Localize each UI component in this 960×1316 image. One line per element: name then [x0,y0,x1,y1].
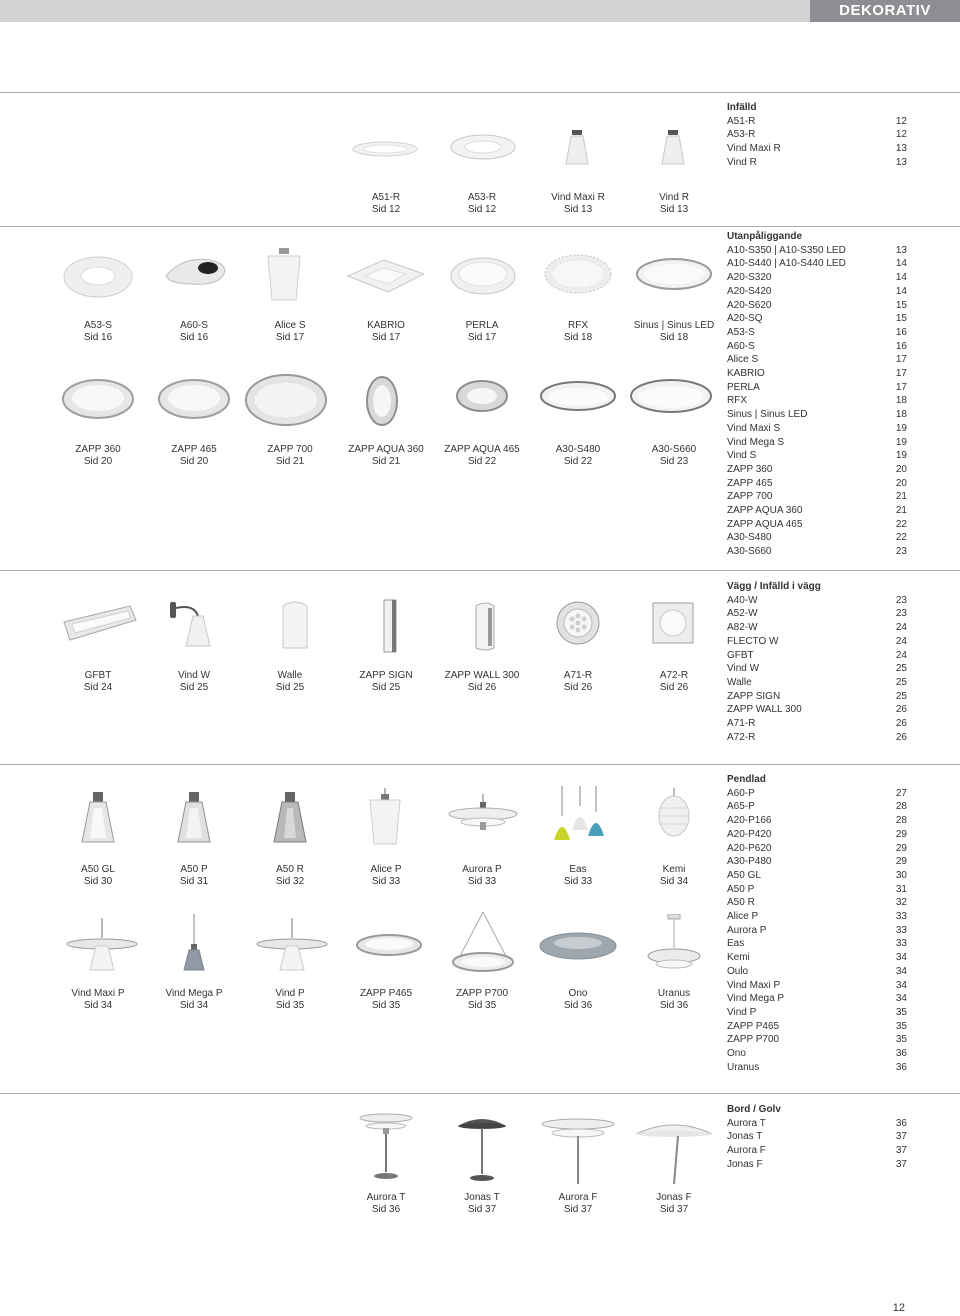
caption: A53-S Sid 16 [83,320,113,343]
index-row: Kemi 34 [727,952,907,964]
index-row: A20-P166 28 [727,815,907,827]
caption: Aurora T Sid 36 [366,1192,406,1215]
index-row: Vind Maxi R 13 [727,143,907,155]
caption: GFBT Sid 24 [83,670,113,693]
product-image-a50-gl [78,790,118,846]
caption: Vind Mega P Sid 34 [165,988,223,1011]
index-row: Vind S 19 [727,450,907,462]
index-row: A53-R 12 [727,129,907,141]
index-row: Vind R 13 [727,156,907,168]
index-row: Uranus 36 [727,1061,907,1073]
caption: PERLA Sid 17 [465,320,499,343]
index-row: Vind W 25 [727,663,907,675]
caption: Eas Sid 33 [563,864,593,887]
product-image-kemi [656,788,692,840]
index-row: RFX 18 [727,395,907,407]
product-image-a53-s [62,254,134,300]
product-image-aurora-t [356,1110,416,1182]
caption: Vind R Sid 13 [659,192,689,215]
caption: KABRIO Sid 17 [367,320,405,343]
product-image-a53-r [448,128,518,164]
product-image-a30-s660 [628,376,714,416]
caption: A51-R Sid 12 [371,192,401,215]
caption: Walle Sid 25 [275,670,305,693]
product-image-kabrio [344,256,428,296]
caption: RFX Sid 18 [563,320,593,343]
caption: A50 P Sid 31 [179,864,209,887]
product-image-zapp-aqua-360 [364,374,400,428]
index-row: A30-S480 22 [727,532,907,544]
index-row: ZAPP P465 35 [727,1020,907,1032]
index-row: ZAPP WALL 300 26 [727,704,907,716]
product-image-zapp-700 [244,372,328,428]
index-row: A50 R 32 [727,897,907,909]
caption: A50 GL Sid 30 [81,864,115,887]
index-row: A60-S 16 [727,340,907,352]
caption: Vind P Sid 35 [275,988,305,1011]
index-row: Alice S 17 [727,354,907,366]
index-row: A51-R 12 [727,115,907,127]
product-image-jonas-t [452,1112,512,1184]
caption: Alice S Sid 17 [274,320,306,343]
caption: A71-R Sid 26 [563,670,593,693]
index-vagg [727,580,907,744]
section-divider [0,1093,960,1094]
index-row: A72-R 26 [727,731,907,743]
index-row: Sinus | Sinus LED 18 [727,409,907,421]
index-row: ZAPP 360 20 [727,463,907,475]
product-image-aurora-f [538,1116,618,1184]
index-row: Jonas F 37 [727,1158,907,1170]
index-row: A20-S620 15 [727,299,907,311]
caption: A30-S660 Sid 23 [651,444,697,467]
index-row: A20-P620 29 [727,842,907,854]
index-row: ZAPP 700 21 [727,491,907,503]
index-row: A65-P 28 [727,801,907,813]
index-row: Aurora F 37 [727,1145,907,1157]
caption: ZAPP 465 Sid 20 [171,444,217,467]
index-row: Alice P 33 [727,911,907,923]
caption: A50 R Sid 32 [275,864,305,887]
product-image-zapp-wall-300 [472,600,498,652]
product-image-eas [550,786,610,846]
caption: Alice P Sid 33 [370,864,402,887]
index-row: Vind Maxi S 19 [727,422,907,434]
caption: Aurora P Sid 33 [462,864,502,887]
index-row: Oulo 34 [727,965,907,977]
index-heading: Utanpåliggande [727,231,803,242]
index-row: A50 P 31 [727,883,907,895]
index-row: A82-W 24 [727,622,907,634]
product-image-a50-r [270,790,310,846]
caption: A72-R Sid 26 [659,670,689,693]
index-heading: Bord / Golv [727,1104,781,1115]
index-row: GFBT 24 [727,649,907,661]
product-image-ono [538,928,618,964]
index-row: A30-P480 29 [727,856,907,868]
index-row: A20-SQ 15 [727,313,907,325]
caption: ZAPP 700 Sid 21 [267,444,313,467]
product-image-zapp-aqua-465 [454,378,510,414]
index-row: FLECTO W 24 [727,635,907,647]
caption: Vind Maxi P Sid 34 [71,988,125,1011]
index-row: A10-S440 | A10-S440 LED 14 [727,258,907,270]
index-row: Jonas T 37 [727,1131,907,1143]
caption: Jonas T Sid 37 [464,1192,500,1215]
caption: A30-S480 Sid 22 [555,444,601,467]
product-image-uranus [646,914,702,974]
product-image-zapp-p465 [354,930,424,960]
section-divider [0,570,960,571]
product-image-perla [448,254,518,296]
index-row: A60-P 27 [727,787,907,799]
caption: ZAPP AQUA 465 Sid 22 [444,444,520,467]
index-bord-golv [727,1103,907,1172]
product-image-zapp-465 [156,376,232,422]
product-image-a71-r [555,600,601,646]
caption: ZAPP WALL 300 Sid 26 [444,670,520,693]
index-row: ZAPP SIGN 25 [727,690,907,702]
page-number: 12 [892,1302,905,1314]
index-row: A20-S420 14 [727,285,907,297]
index-row: A40-W 23 [727,594,907,606]
product-image-a50-p [174,790,214,846]
product-image-zapp-p700 [450,912,516,974]
caption: Jonas F Sid 37 [656,1192,692,1215]
product-image-sinus [634,256,714,292]
index-row: A52-W 23 [727,608,907,620]
index-row: A20-P420 29 [727,828,907,840]
caption: ZAPP AQUA 360 Sid 21 [348,444,424,467]
product-image-aurora-p [446,794,520,834]
index-row: Vind Mega P 34 [727,993,907,1005]
index-row: Vind Maxi P 34 [727,979,907,991]
index-row: A20-S320 14 [727,272,907,284]
index-heading: Pendlad [727,774,766,785]
section-divider [0,764,960,765]
product-image-vind-maxi-r [562,128,592,168]
index-row: PERLA 17 [727,381,907,393]
caption: Vind W Sid 25 [177,670,211,693]
index-row: Eas 33 [727,938,907,950]
section-divider [0,92,960,93]
index-row: A10-S350 | A10-S350 LED 13 [727,244,907,256]
section-tag: DEKORATIV [810,0,960,22]
caption: Sinus | Sinus LED Sid 18 [633,320,715,343]
index-row: Ono 36 [727,1048,907,1060]
index-row: A30-S660 23 [727,546,907,558]
caption: Aurora F Sid 37 [558,1192,598,1215]
index-row: Walle 25 [727,676,907,688]
index-row: ZAPP 465 20 [727,477,907,489]
caption: Vind Maxi R Sid 13 [551,192,605,215]
index-row: A71-R 26 [727,718,907,730]
product-image-vind-w [168,600,218,650]
index-heading: Vägg / Infälld i vägg [727,581,821,592]
product-image-jonas-f [632,1116,716,1184]
caption: Uranus Sid 36 [657,988,691,1011]
index-row: KABRIO 17 [727,368,907,380]
caption: ZAPP 360 Sid 20 [75,444,121,467]
index-row: ZAPP P700 35 [727,1034,907,1046]
index-row: Vind Mega S 19 [727,436,907,448]
index-heading: Infälld [727,102,757,113]
index-row: A53-S 16 [727,326,907,338]
product-image-alice-s [262,246,306,304]
caption: ZAPP P700 Sid 35 [455,988,509,1011]
caption: Ono Sid 36 [563,988,593,1011]
product-image-a30-s480 [538,378,618,414]
index-row: Aurora P 33 [727,924,907,936]
product-image-vind-r [658,128,688,168]
product-image-zapp-360 [60,376,136,422]
caption: ZAPP P465 Sid 35 [359,988,413,1011]
product-image-a60-s [162,254,230,290]
caption: ZAPP SIGN Sid 25 [359,670,413,693]
product-image-a51-r [350,132,420,162]
index-row: ZAPP AQUA 360 21 [727,505,907,517]
product-image-walle [280,598,310,652]
product-image-gfbt [60,602,140,644]
caption: A53-R Sid 12 [467,192,497,215]
index-infalld [727,101,907,170]
caption: Kemi Sid 34 [659,864,689,887]
product-image-a72-r [650,600,696,646]
index-row: ZAPP AQUA 465 22 [727,518,907,530]
product-image-rfx [542,252,614,296]
index-row: Vind P 35 [727,1006,907,1018]
section-divider [0,226,960,227]
product-image-vind-p [254,918,330,974]
product-image-vind-maxi-p [64,918,140,974]
product-image-vind-mega-p [176,914,212,974]
product-image-alice-p [362,788,408,848]
index-row: Aurora T 36 [727,1117,907,1129]
index-utanpaliggande [727,230,907,559]
index-pendlad [727,773,907,1074]
index-row: A50 GL 30 [727,869,907,881]
product-image-zapp-sign [378,598,402,654]
caption: A60-S Sid 16 [179,320,209,343]
